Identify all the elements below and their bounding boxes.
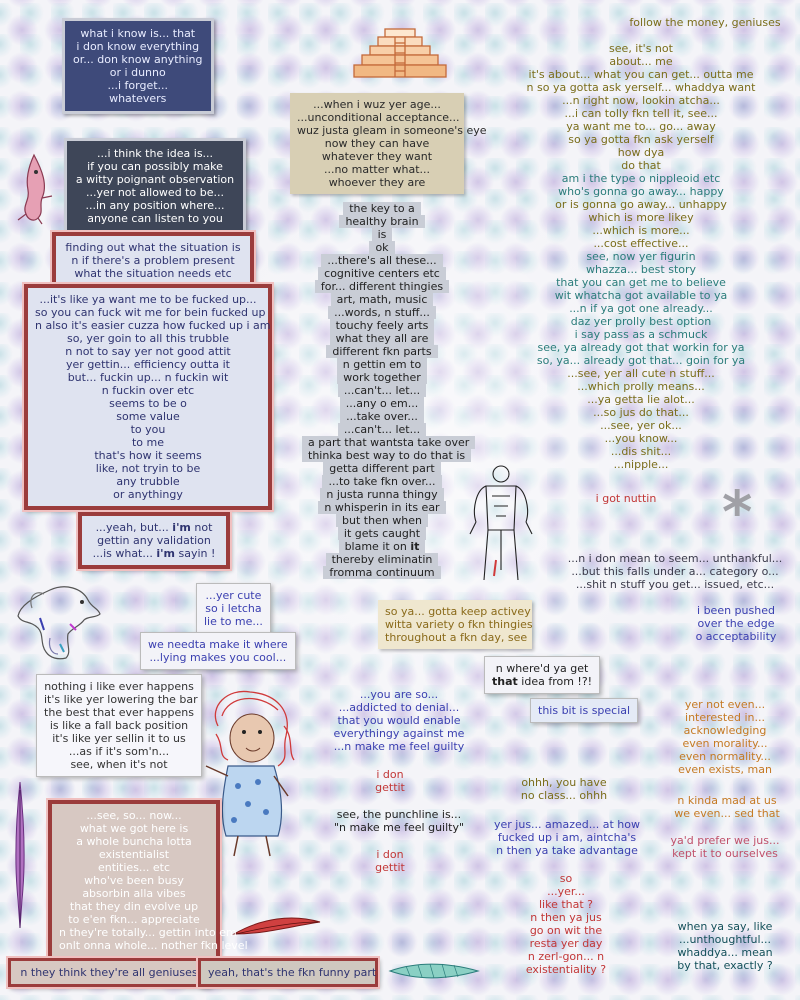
- text-line: to me: [131, 436, 165, 449]
- text-line: anyone can listen to you: [87, 212, 223, 225]
- text-line: over the edge: [697, 617, 775, 630]
- text-line: kept it to ourselves: [672, 847, 778, 860]
- text-line: ...shit n stuff you get... issued, etc...: [575, 578, 775, 591]
- text-line: ...dis shit...: [610, 445, 672, 458]
- block-i-don-1: [370, 768, 410, 794]
- block-yer-cute: [196, 583, 271, 634]
- text-line: what we got here is: [79, 822, 189, 835]
- text-line: acknowledging: [683, 724, 767, 737]
- text-line: ...yer...: [547, 885, 585, 898]
- text-line: nothing i like ever happens: [44, 680, 194, 693]
- text-line: ...when i wuz yer age...: [313, 98, 441, 111]
- block-unthoughtful: [660, 920, 790, 972]
- text-line: n they're totally... gettin into em: [59, 926, 237, 939]
- text-line: yer not even...: [684, 698, 766, 711]
- text-fragment: i'm: [156, 547, 175, 560]
- text-line: or... don know anything: [73, 53, 203, 66]
- text-line: ya want me to... go... away: [566, 120, 716, 133]
- text-line: whoever they are: [328, 176, 426, 189]
- text-line: ...as if it's som'n...: [68, 745, 170, 758]
- block-what-i-know: [62, 18, 214, 114]
- text-line: what i know is... that: [80, 27, 196, 40]
- text-line: resta yer day: [529, 937, 603, 950]
- text-line: ...can't... let...: [338, 384, 426, 397]
- text-line: for... different thingies: [315, 280, 449, 293]
- text-line: it's like yer lowering the bar: [44, 693, 198, 706]
- text-line: ...unconditional acceptance...: [297, 111, 460, 124]
- text-line: the best that ever happens: [44, 706, 194, 719]
- text-line: finding out what the situation is: [65, 241, 241, 254]
- text-line: whaddya... mean: [677, 946, 773, 959]
- text-line: but... fuckin up... n fuckin wit: [67, 371, 229, 384]
- text-fragment: i'm: [172, 521, 191, 534]
- teal-fish-icon: [386, 960, 481, 982]
- text-line: so i letcha: [205, 602, 262, 615]
- text-line: ...n i don mean to seem... unthankful...: [567, 552, 783, 565]
- text-line: ...there's all these...: [321, 254, 442, 267]
- block-so-yer: [516, 872, 616, 976]
- text-line: [89, 521, 219, 534]
- text-line: even normality...: [679, 750, 771, 763]
- text-line: n zerl-gon... n: [527, 950, 605, 963]
- text-line: even exists, man: [678, 763, 772, 776]
- text-line: art, math, music: [331, 293, 434, 306]
- text-line: interested in...: [685, 711, 765, 724]
- text-line: ...which prolly means...: [577, 380, 705, 393]
- block-finding-out: [52, 232, 254, 289]
- text-line: who've been busy: [84, 874, 184, 887]
- text-line: i don: [376, 768, 404, 781]
- text-line: whatever they want: [321, 150, 433, 163]
- text-line: ohhh, you have: [521, 776, 607, 789]
- text-line: different fkn parts: [326, 345, 437, 358]
- text-line: if you can possibly make: [87, 160, 223, 173]
- text-line: which is more likey: [588, 211, 694, 224]
- text-line: existentialist: [98, 848, 170, 861]
- block-healthy-brain: [296, 198, 468, 583]
- text-line: no class... ohhh: [520, 789, 608, 802]
- block-mad: [662, 794, 792, 820]
- text-line: some value: [116, 410, 180, 423]
- text-line: ya'd prefer we jus...: [670, 834, 780, 847]
- text-line: so, yer goin to all this trubble: [66, 332, 230, 345]
- text-line: i don: [376, 848, 404, 861]
- text-line: ...in any position where...: [85, 199, 225, 212]
- muscle-man-sketch-icon: [466, 460, 536, 585]
- text-line: it's like yer sellin it to us: [52, 732, 186, 745]
- text-line: n justa runna thingy: [320, 488, 443, 501]
- text-line: existentiality ?: [525, 963, 607, 976]
- text-line: but then when: [336, 514, 428, 527]
- text-line: lie to me...: [204, 615, 263, 628]
- text-fragment: not: [190, 521, 213, 534]
- block-like-ya-want: [24, 284, 272, 510]
- text-line: like, not tryin to be: [95, 462, 201, 475]
- text-line: ...but this falls under a... category o...: [571, 565, 779, 578]
- text-line: go on wit the: [529, 924, 603, 937]
- block-got-nuttin: [576, 492, 676, 505]
- text-line: n they think they're all geniuses: [20, 966, 198, 979]
- text-line: do that: [621, 159, 661, 172]
- text-line: ...to take fkn over...: [322, 475, 441, 488]
- text-line: about... me: [609, 55, 673, 68]
- text-line: ...lying makes you cool...: [149, 651, 287, 664]
- text-fragment: ...yeah, but...: [95, 521, 173, 534]
- text-fragment: gettin any validation: [97, 534, 211, 547]
- text-line: we even... sed that: [674, 807, 780, 820]
- text-line: by that, exactly ?: [677, 959, 773, 972]
- text-line: ...yer not allowed to be...: [86, 186, 224, 199]
- text-line: yer jus... amazed... at how: [494, 818, 640, 831]
- text-line: the key to a: [343, 202, 421, 215]
- text-line: ...unthoughtful...: [678, 933, 772, 946]
- text-line: ...so jus do that...: [593, 406, 689, 419]
- text-line: onlt onna whole... nother fkn level: [59, 939, 248, 952]
- block-unthankful: [550, 552, 800, 591]
- text-line: so ya... gotta keep activey: [385, 605, 531, 618]
- text-line: entities... etc: [97, 861, 171, 874]
- text-line: touchy feely arts: [330, 319, 435, 332]
- text-line: ...see, yer all cute n stuff...: [567, 367, 715, 380]
- text-line: everythingy against me: [333, 727, 465, 740]
- text-line: how dya: [617, 146, 665, 159]
- text-line: i been pushed: [697, 604, 775, 617]
- text-line: whazza... best story: [585, 263, 697, 276]
- text-line: like that ?: [538, 898, 594, 911]
- text-line: see, now yer figurin: [586, 250, 696, 263]
- text-line: daz yer prolly best option: [570, 315, 712, 328]
- text-line: what they all are: [330, 332, 435, 345]
- text-line: "n make me feel guilty": [333, 821, 465, 834]
- text-line: so you can fuck wit me for bein fucked up: [35, 306, 266, 319]
- pyramid-icon: [350, 25, 450, 85]
- text-line: yer gettin... efficiency outta it: [66, 358, 230, 371]
- dog-sketch-icon: [10, 578, 105, 663]
- text-line: even morality...: [682, 737, 768, 750]
- text-line: gettit: [375, 861, 405, 874]
- text-line: ...you know...: [604, 432, 678, 445]
- text-line: n whisperin in its ear: [318, 501, 445, 514]
- block-validation: [78, 512, 230, 569]
- text-line: now they can have: [324, 137, 430, 150]
- block-addicted: [324, 688, 474, 753]
- block-not-even: [660, 698, 790, 776]
- text-line: witta variety o fkn thingies: [385, 618, 533, 631]
- text-line: that's how it seems: [94, 449, 202, 462]
- text-line: yeah, that's the fkn funny part: [208, 966, 377, 979]
- block-amazed: [482, 818, 652, 857]
- feather-icon: [10, 780, 30, 930]
- text-line: n if there's a problem present: [71, 254, 235, 267]
- text-line: n so ya gotta ask yerself... whaddya want: [526, 81, 756, 94]
- text-line: n not to say yer not good attit: [65, 345, 231, 358]
- text-line: ...i can tolly fkn tell it, see...: [564, 107, 718, 120]
- text-line: [89, 534, 219, 547]
- text-line: n fuckin over etc: [101, 384, 195, 397]
- text-line: is: [372, 228, 393, 241]
- text-line: absorbin alla vibes: [82, 887, 186, 900]
- text-line: that they din evolve up: [69, 900, 199, 913]
- text-line: ...ya getta lie alot...: [587, 393, 695, 406]
- block-right-column: [516, 42, 766, 471]
- text-line: so ya gotta fkn ask yerself: [568, 133, 714, 146]
- text-line: wuz justa gleam in someone's eye: [297, 124, 487, 137]
- text-line: it gets caught: [338, 527, 426, 540]
- block-pushed: [676, 604, 796, 643]
- text-line: ...i forget...: [107, 79, 169, 92]
- pink-creature-icon: [14, 150, 54, 225]
- text-line: i don know everything: [76, 40, 200, 53]
- text-line: [89, 547, 219, 560]
- text-fragment: sayin !: [174, 547, 216, 560]
- text-line: o acceptability: [695, 630, 777, 643]
- text-line: a part that wantsta take over: [302, 436, 475, 449]
- text-line: ...n right now, lookin atcha...: [562, 94, 720, 107]
- block-see-so-now: [48, 800, 248, 961]
- text-line: ...it's like ya want me to be fucked up...: [39, 293, 257, 306]
- text-line: is like a fall back position: [49, 719, 189, 732]
- text-line: that you can get me to believe: [556, 276, 726, 289]
- text-line: when ya say, like: [677, 920, 773, 933]
- text-line: see, the punchline is...: [336, 808, 462, 821]
- text-line: ...i think the idea is...: [96, 147, 214, 160]
- text-line: that you would enable: [337, 714, 461, 727]
- text-line: ...see, so... now...: [86, 809, 182, 822]
- block-ohhh: [514, 776, 614, 802]
- text-line: n gettin em to: [337, 358, 427, 371]
- text-line: ...can't... let...: [338, 423, 426, 436]
- text-line: n then ya jus: [530, 911, 602, 924]
- text-line: ...yer cute: [205, 589, 262, 602]
- text-line: blame it on it: [339, 540, 426, 553]
- text-line: thinka best way to do that is: [302, 449, 471, 462]
- text-line: who's gonna go away... happy: [558, 185, 724, 198]
- text-fragment: ...is what...: [92, 547, 157, 560]
- text-line: ...addicted to denial...: [338, 701, 460, 714]
- block-special: [530, 698, 638, 723]
- text-line: ...you are so...: [359, 688, 439, 701]
- text-line: or i dunno: [109, 66, 166, 79]
- block-think-idea: [64, 138, 246, 234]
- text-line: see, when it's not: [70, 758, 168, 771]
- text-line: ...nipple...: [613, 458, 669, 471]
- block-punchline: [324, 808, 474, 834]
- text-line: i got nuttin: [595, 492, 657, 505]
- text-line: thereby eliminatin: [326, 553, 439, 566]
- text-line: n kinda mad at us: [677, 794, 777, 807]
- text-line: n also it's easier cuzza how fucked up i am: [35, 319, 271, 332]
- text-fragment: it: [410, 540, 420, 553]
- text-line: ...which is more...: [592, 224, 690, 237]
- text-line: ...take over...: [340, 410, 424, 423]
- block-geniuses: [8, 958, 210, 987]
- text-line: whatevers: [109, 92, 167, 105]
- text-line: n then ya take advantage: [496, 844, 638, 857]
- block-keep-active: [378, 600, 532, 649]
- text-line: fucked up i am, aintcha's: [497, 831, 637, 844]
- text-line: it's about... what you can get... outta me: [528, 68, 754, 81]
- text-line: what the situation needs etc: [74, 267, 232, 280]
- text-line: see, it's not: [609, 42, 673, 55]
- block-funny-part: [198, 958, 378, 987]
- block-nothing-i-like: [36, 674, 202, 777]
- text-line: cognitive centers etc: [318, 267, 446, 280]
- text-line: or is gonna go away... unhappy: [555, 198, 727, 211]
- text-line: ...any o em...: [340, 397, 424, 410]
- block-follow-money: [620, 16, 790, 29]
- text-line: to e'en fkn... appreciate: [68, 913, 200, 926]
- text-line: a witty poignant observation: [75, 173, 235, 186]
- text-line: ...cost effective...: [593, 237, 689, 250]
- block-when-i-wuz: [290, 93, 487, 194]
- text-line: work together: [337, 371, 426, 384]
- text-line: so, ya... already got that... goin for ya: [536, 354, 746, 367]
- text-line: ...see, yer ok...: [600, 419, 682, 432]
- text-line: see, ya already got that workin for ya: [537, 341, 745, 354]
- text-line: ...words, n stuff...: [328, 306, 436, 319]
- text-line: gettit: [375, 781, 405, 794]
- text-line: seems to be o: [109, 397, 187, 410]
- text-line: throughout a fkn day, see: [385, 631, 528, 644]
- asterisk-icon: *: [722, 478, 753, 546]
- text-line: ...n make me feel guilty: [333, 740, 465, 753]
- text-line: ...no matter what...: [323, 163, 431, 176]
- text-line: healthy brain: [339, 215, 424, 228]
- text-line: to you: [130, 423, 166, 436]
- text-line: we needta make it where: [148, 638, 288, 651]
- text-line: wit whatcha got available to ya: [554, 289, 728, 302]
- text-line: this bit is special: [538, 704, 631, 717]
- text-line: any trubble: [116, 475, 180, 488]
- block-i-don-2: [370, 848, 410, 874]
- text-line: getta different part: [323, 462, 440, 475]
- text-line: ...n if ya got one already...: [569, 302, 713, 315]
- text-line: so: [559, 872, 573, 885]
- text-line: a whole buncha lotta: [76, 835, 192, 848]
- text-line: or anythingy: [113, 488, 183, 501]
- text-line: am i the type o nippleoid etc: [561, 172, 721, 185]
- text-line: follow the money, geniuses: [629, 16, 781, 29]
- block-whered-ya-get: n where'd ya get that idea from !?!: [484, 656, 600, 694]
- block-needta: [140, 632, 296, 670]
- text-line: i say pass as a schmuck: [574, 328, 708, 341]
- block-prefer: [660, 834, 790, 860]
- text-line: fromma continuum: [323, 566, 440, 579]
- text-line: ok: [369, 241, 394, 254]
